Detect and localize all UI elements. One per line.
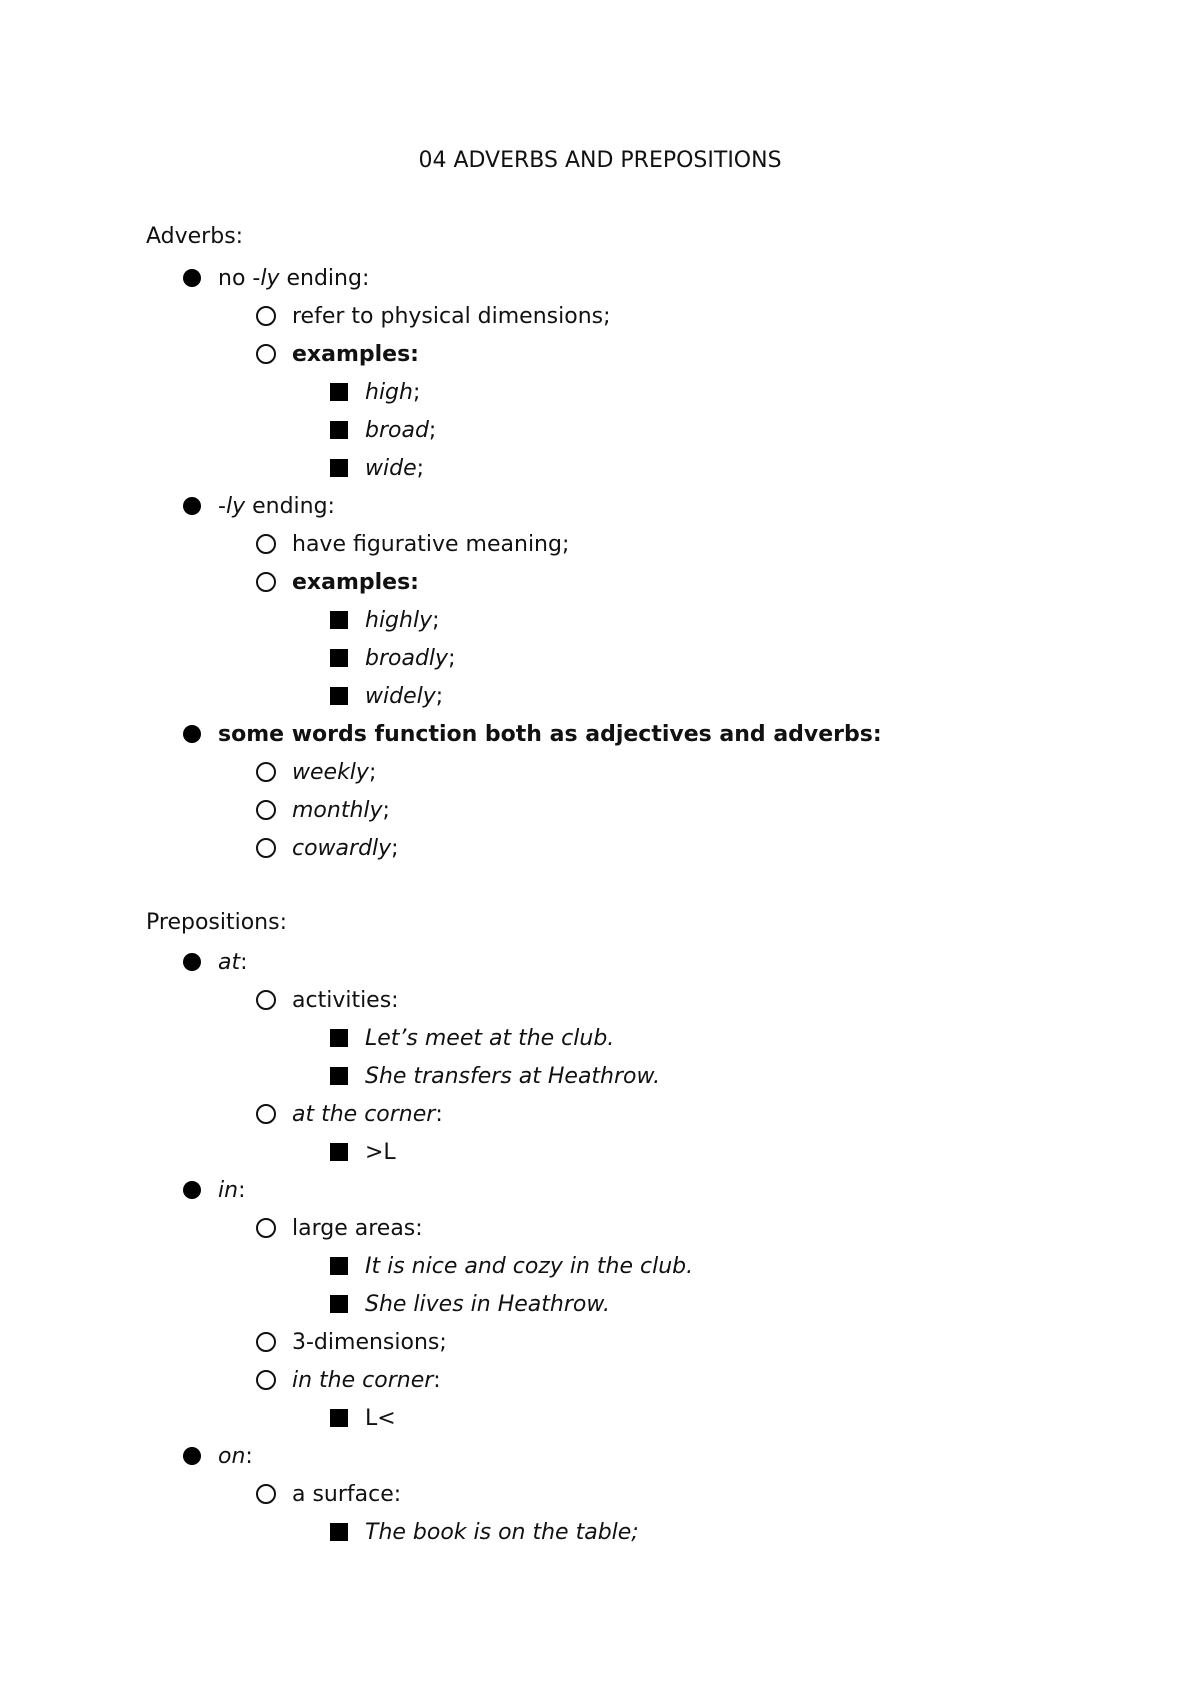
list-item-both bbox=[183, 715, 882, 753]
both-label: some words function both as adjectives and adverbs: bbox=[218, 721, 882, 747]
example-word: wide; bbox=[365, 455, 425, 481]
circle-bullet-icon bbox=[256, 344, 276, 364]
disc-bullet-icon bbox=[183, 953, 201, 971]
at-label: at: bbox=[218, 949, 248, 975]
list-item-no-ly bbox=[183, 259, 369, 297]
list-item bbox=[330, 373, 420, 411]
disc-bullet-icon bbox=[183, 1447, 201, 1465]
page-title: 04 ADVERBS AND PREPOSITIONS bbox=[418, 148, 782, 173]
at-activities-label: activities: bbox=[292, 987, 399, 1013]
list-item-ly bbox=[183, 487, 335, 525]
list-item bbox=[330, 411, 436, 449]
list-item bbox=[256, 335, 419, 373]
corner-symbol: >L bbox=[365, 1139, 396, 1165]
circle-bullet-icon bbox=[256, 1370, 276, 1390]
square-bullet-icon bbox=[330, 687, 348, 705]
example-word: highly; bbox=[365, 607, 440, 633]
circle-bullet-icon bbox=[256, 762, 276, 782]
disc-bullet-icon bbox=[183, 725, 201, 743]
square-bullet-icon bbox=[330, 421, 348, 439]
no-ly-examples-label: examples: bbox=[292, 341, 419, 367]
list-item bbox=[330, 1513, 639, 1551]
example-sentence: She transfers at Heathrow. bbox=[365, 1063, 661, 1089]
list-item bbox=[256, 753, 376, 791]
square-bullet-icon bbox=[330, 1257, 348, 1275]
no-ly-label: no -ly ending: bbox=[218, 265, 370, 291]
list-item bbox=[330, 1399, 396, 1437]
square-bullet-icon bbox=[330, 649, 348, 667]
disc-bullet-icon bbox=[183, 269, 201, 287]
square-bullet-icon bbox=[330, 1409, 348, 1427]
list-item bbox=[330, 1285, 610, 1323]
example-word: widely; bbox=[365, 683, 444, 709]
list-item bbox=[330, 677, 443, 715]
in-dimensions: 3-dimensions; bbox=[292, 1329, 447, 1355]
list-item bbox=[330, 1247, 693, 1285]
list-item-at bbox=[183, 943, 248, 981]
list-item-on bbox=[183, 1437, 253, 1475]
list-item bbox=[256, 297, 611, 335]
list-item bbox=[256, 1209, 423, 1247]
on-label: on: bbox=[218, 1443, 253, 1469]
prepositions-heading: Prepositions: bbox=[146, 910, 287, 935]
example-word: broadly; bbox=[365, 645, 456, 671]
disc-bullet-icon bbox=[183, 497, 201, 515]
square-bullet-icon bbox=[330, 1143, 348, 1161]
in-areas-label: large areas: bbox=[292, 1215, 423, 1241]
circle-bullet-icon bbox=[256, 800, 276, 820]
list-item bbox=[256, 829, 399, 867]
on-surface-label: a surface: bbox=[292, 1481, 402, 1507]
no-ly-point: refer to physical dimensions; bbox=[292, 303, 611, 329]
list-item bbox=[256, 1361, 441, 1399]
in-label: in: bbox=[218, 1177, 246, 1203]
list-item-in bbox=[183, 1171, 245, 1209]
square-bullet-icon bbox=[330, 1029, 348, 1047]
square-bullet-icon bbox=[330, 611, 348, 629]
example-sentence: The book is on the table; bbox=[365, 1519, 639, 1545]
at-corner-label: at the corner: bbox=[292, 1101, 443, 1127]
adverbs-heading: Adverbs: bbox=[146, 224, 244, 249]
list-item bbox=[330, 601, 440, 639]
example-word: weekly; bbox=[292, 759, 377, 785]
corner-symbol: L< bbox=[365, 1405, 396, 1431]
list-item bbox=[330, 1133, 396, 1171]
circle-bullet-icon bbox=[256, 1332, 276, 1352]
in-corner-label: in the corner: bbox=[292, 1367, 441, 1393]
square-bullet-icon bbox=[330, 459, 348, 477]
list-item bbox=[256, 563, 419, 601]
ly-point: have figurative meaning; bbox=[292, 531, 570, 557]
ly-label: -ly ending: bbox=[218, 493, 335, 519]
circle-bullet-icon bbox=[256, 990, 276, 1010]
circle-bullet-icon bbox=[256, 838, 276, 858]
example-sentence: She lives in Heathrow. bbox=[365, 1291, 610, 1317]
circle-bullet-icon bbox=[256, 306, 276, 326]
circle-bullet-icon bbox=[256, 1104, 276, 1124]
square-bullet-icon bbox=[330, 1295, 348, 1313]
list-item bbox=[330, 449, 424, 487]
example-sentence: Let’s meet at the club. bbox=[365, 1025, 615, 1051]
example-sentence: It is nice and cozy in the club. bbox=[365, 1253, 694, 1279]
list-item bbox=[330, 1057, 660, 1095]
list-item bbox=[330, 639, 455, 677]
list-item bbox=[256, 1323, 447, 1361]
circle-bullet-icon bbox=[256, 572, 276, 592]
example-word: high; bbox=[365, 379, 421, 405]
list-item bbox=[256, 1475, 401, 1513]
circle-bullet-icon bbox=[256, 1484, 276, 1504]
list-item bbox=[256, 1095, 443, 1133]
square-bullet-icon bbox=[330, 383, 348, 401]
square-bullet-icon bbox=[330, 1067, 348, 1085]
square-bullet-icon bbox=[330, 1523, 348, 1541]
list-item bbox=[256, 525, 569, 563]
example-word: broad; bbox=[365, 417, 437, 443]
example-word: cowardly; bbox=[292, 835, 399, 861]
circle-bullet-icon bbox=[256, 1218, 276, 1238]
list-item bbox=[330, 1019, 614, 1057]
example-word: monthly; bbox=[292, 797, 390, 823]
ly-examples-label: examples: bbox=[292, 569, 419, 595]
circle-bullet-icon bbox=[256, 534, 276, 554]
disc-bullet-icon bbox=[183, 1181, 201, 1199]
list-item bbox=[256, 981, 399, 1019]
list-item bbox=[256, 791, 390, 829]
